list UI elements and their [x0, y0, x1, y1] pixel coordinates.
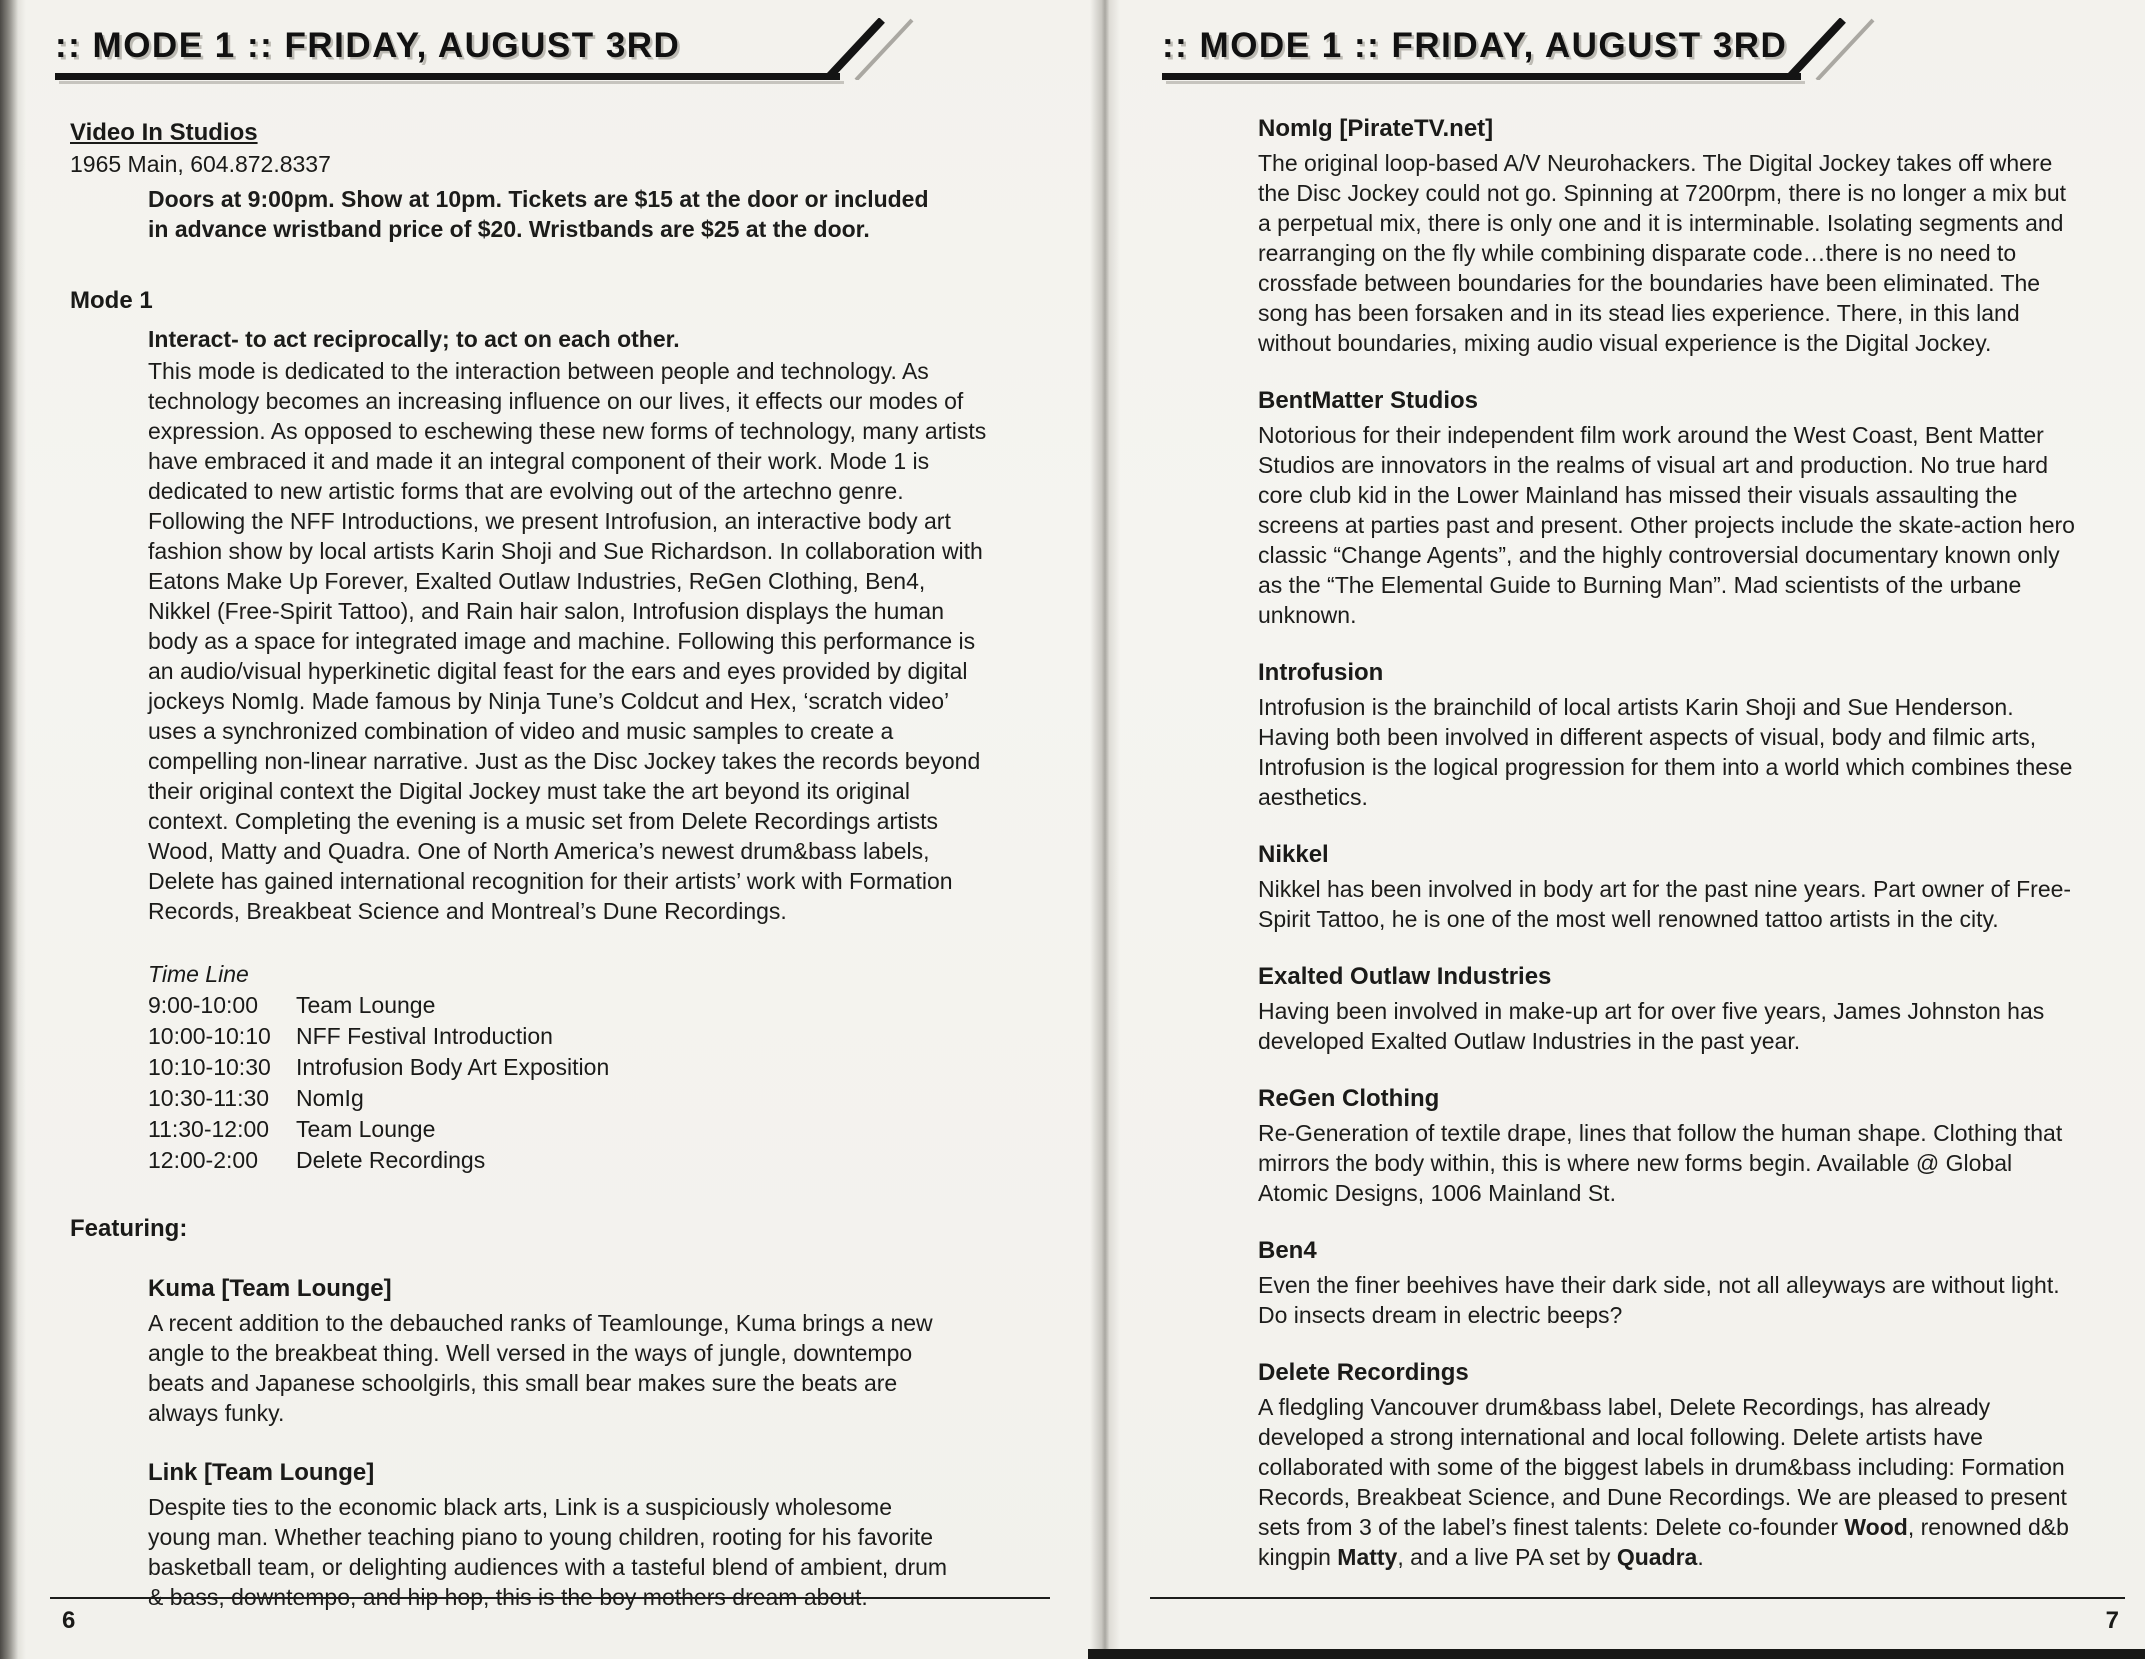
- section-title: ReGen Clothing: [1258, 1085, 1440, 1112]
- section-body: Re-Generation of textile drape, lines that follow the human shape. Clothing that mirrors the body within, this is where new forms begin. Available @ Global Atomic Designs, 1006 Mainland St.: [1258, 1120, 2063, 1206]
- header-title: :: MODE 1 :: FRIDAY, AUGUST 3RD: [55, 26, 681, 65]
- section-body-part-bold: Matty: [1337, 1544, 1398, 1570]
- footer-rule: [50, 1597, 1050, 1599]
- spine-shadow: [0, 0, 26, 1659]
- artist-bio: A recent addition to the debauched ranks of Teamlounge, Kuma brings a new angle to the breakbeat thing. Well versed in the ways of jungle, downtempo beats and Japanese schoolgirls, this small bear makes sure the beats are always funky.: [148, 1310, 933, 1426]
- mode-tagline: Interact- to act reciprocally; to act on each other.: [148, 326, 680, 352]
- mode-title: Mode 1: [70, 287, 153, 314]
- timeline-time: 10:30-11:30: [148, 1085, 270, 1111]
- section-title: Exalted Outlaw Industries: [1258, 963, 1552, 990]
- venue-details: Doors at 9:00pm. Show at 10pm. Tickets are $15 at the door or included in advance wristband price of $20. Wristbands are $25 at the door.: [148, 186, 929, 242]
- venue-name: Video In Studios: [70, 119, 258, 146]
- section-title: Introfusion: [1258, 659, 1384, 686]
- artist-bio: Despite ties to the economic black arts, Link is a suspiciously wholesome young man. Whether teaching piano to young children, rooting for his favorite basketball team, or delighting audiences with a tasteful blend of ambient, drum & bass, downtempo, and hip hop, this is the boy mothers dream about.: [148, 1494, 948, 1610]
- section-body-part: , and a live PA set by: [1397, 1544, 1617, 1570]
- mode-description: This mode is dedicated to the interaction between people and technology. As technology becomes an increasing influence on our lives, it effects our modes of expression. As opposed to eschewing these new forms of technology, many artists have embraced it and made it an integral component of their work. Mode 1 is dedicated to new artistic forms that are evolving out of the artechno genre. Following the NFF Introductions, we present Introfusion, an interactive body art fashion show by local artists Karin Shoji and Sue Richardson. In collaboration with Eatons Make Up Forever, Exalted Outlaw Industries, ReGen Clothing, Ben4, Nikkel (Free-Spirit Tattoo), and Rain hair salon, Introfusion displays the human body as a space for integrated image and machine. Following this performance is an audio/visual hyperkinetic digital feast for the ears and eyes provided by digital jockeys NomIg. Made famous by Ninja Tune’s Coldcut and Hex, ‘scratch video’ uses a synchronized combination of video and music samples to create a compelling non-linear narrative. Just as the Disc Jockey takes the records beyond their original context the Digital Jockey must take the art beyond its original context. Completing the evening is a music set from Delete Recordings artists Wood, Matty and Quadra. One of North America’s newest drum&bass labels, Delete has gained international recognition for their artists’ work with Formation Records, Breakbeat Science and Montreal’s Dune Recordings.: [148, 358, 987, 924]
- page-footer: [1150, 1597, 2125, 1635]
- artist-entry: [148, 1274, 958, 1428]
- section: [1258, 962, 2080, 1056]
- page-seam: [1090, 0, 1120, 1659]
- scan-edge: [1088, 1649, 2145, 1659]
- section-body-part: , renowned d&b kingpin: [1258, 1514, 2069, 1570]
- section-title: NomIg [PirateTV.net]: [1258, 115, 1494, 142]
- section-title: Nikkel: [1258, 841, 1329, 868]
- section-body: Nikkel has been involved in body art for the past nine years. Part owner of Free-Spirit Tattoo, he is one of the most well renowned tattoo artists in the city.: [1258, 876, 2072, 932]
- section: [1258, 1084, 2080, 1208]
- mode1-header-left: [55, 26, 840, 80]
- timeline-row: [148, 1083, 1108, 1114]
- artist-name: Link [Team Lounge]: [148, 1459, 375, 1486]
- timeline-event: NomIg: [296, 1085, 364, 1111]
- section-body: [1258, 1392, 2080, 1572]
- timeline-time: 10:00-10:10: [148, 1023, 271, 1049]
- section: [1258, 386, 2080, 630]
- artist-name: Kuma [Team Lounge]: [148, 1275, 392, 1302]
- timeline-event: Introfusion Body Art Exposition: [296, 1054, 610, 1080]
- timeline-row: [148, 1021, 1108, 1052]
- venue-block: [0, 118, 1108, 244]
- timeline-event: NFF Festival Introduction: [296, 1023, 553, 1049]
- section: [1258, 658, 2080, 812]
- timeline: [148, 958, 1108, 1176]
- header-slash-icon: [824, 18, 916, 80]
- section-body: Notorious for their independent film work around the West Coast, Bent Matter Studios are innovators in the realms of visual art and production. No true hard core club kid in the Lower Mainland has missed their visuals assaulting the screens at parties past and present. Other projects include the skate-action hero classic “Change Agents”, and the highly controversial documentary known only as the “The Elemental Guide to Burning Man”. Mad scientists of the urbane unknown.: [1258, 422, 2075, 628]
- mode1-header-right: [1162, 26, 1801, 80]
- timeline-time: 9:00-10:00: [148, 992, 258, 1018]
- timeline-time: 10:10-10:30: [148, 1054, 271, 1080]
- section-body: Having been involved in make-up art for over five years, James Johnston has developed Exalted Outlaw Industries in the past year.: [1258, 998, 2045, 1054]
- section-body: Introfusion is the brainchild of local artists Karin Shoji and Sue Henderson. Having both been involved in different aspects of visual, body and filmic arts, Introfusion is the logical progression for them into a world which combines these aesthetics.: [1258, 694, 2073, 810]
- section: [1258, 1236, 2080, 1330]
- timeline-event: Team Lounge: [296, 992, 436, 1018]
- section-body: The original loop-based A/V Neurohackers. The Digital Jockey takes off where the Disc Jockey could not go. Spinning at 7200rpm, there is no longer a mix but a perpetual mix, there is only one and it is interminable. Isolating segments and rearranging on the fly while combining disparate code…there is no need to crossfade between boundaries for the boundaries have been eliminated. The song has been forsaken and in its stead lies experience. There, in this land without boundaries, mixing audio visual experience is the Digital Jockey.: [1258, 150, 2067, 356]
- section: [1258, 1358, 2080, 1572]
- timeline-row: [148, 990, 1108, 1021]
- header-bar-shadow: [1166, 81, 1805, 84]
- header-title: :: MODE 1 :: FRIDAY, AUGUST 3RD: [1162, 26, 1788, 65]
- section-body-part: A fledgling Vancouver drum&bass label, Delete Recordings, has already developed a strong international and local following. Delete artists have collaborated with some of the biggest labels in drum&bass including: Formation Records, Breakbeat Science, and Dune Recordings. We are pleased to present sets from 3 of the label’s finest talents: Delete co-founder: [1258, 1394, 2067, 1540]
- page-number: 7: [2105, 1607, 2119, 1634]
- section: [1258, 114, 2080, 358]
- page-number: 6: [62, 1607, 76, 1634]
- section-body-part-bold: Wood: [1844, 1514, 1908, 1540]
- timeline-event: Delete Recordings: [296, 1147, 486, 1173]
- timeline-event: Team Lounge: [296, 1116, 436, 1142]
- header-bar-shadow: [59, 81, 844, 84]
- timeline-row: [148, 1052, 1108, 1083]
- timeline-time: 11:30-12:00: [148, 1116, 270, 1142]
- footer-rule: [1150, 1597, 2125, 1599]
- header-slash-icon: [1785, 18, 1877, 80]
- timeline-row: [148, 1145, 1108, 1176]
- page-right: [1120, 0, 2145, 1659]
- sections: [1258, 114, 2080, 1572]
- timeline-title: Time Line: [148, 961, 249, 987]
- section-body: Even the finer beehives have their dark side, not all alleyways are without light. Do insects dream in electric beeps?: [1258, 1272, 2060, 1328]
- featuring-title: Featuring:: [70, 1215, 188, 1242]
- section-title: Delete Recordings: [1258, 1359, 1469, 1386]
- venue-address: 1965 Main, 604.872.8337: [70, 151, 331, 177]
- timeline-time: 12:00-2:00: [148, 1147, 258, 1173]
- section-body-part: .: [1697, 1544, 1704, 1570]
- section: [1258, 840, 2080, 934]
- section-title: Ben4: [1258, 1237, 1317, 1264]
- page-footer: [50, 1597, 1050, 1635]
- section-title: BentMatter Studios: [1258, 387, 1479, 414]
- section-body-part-bold: Quadra: [1616, 1544, 1698, 1570]
- timeline-row: [148, 1114, 1108, 1145]
- artist-entry: [148, 1458, 958, 1612]
